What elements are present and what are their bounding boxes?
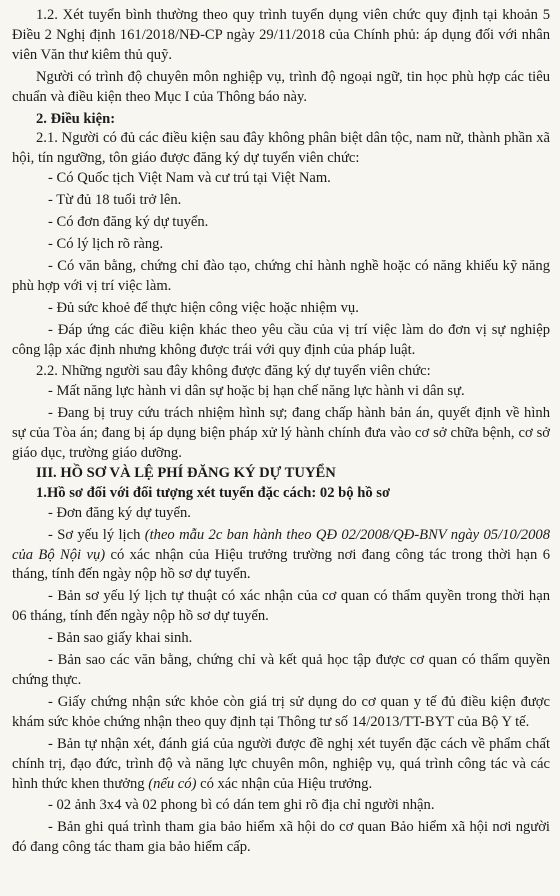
self-assessment-note: (nếu có) <box>148 775 197 792</box>
heading-conditions: 2. Điều kiện: <box>36 110 116 127</box>
cv-text-start: - Sơ yếu lý lịch <box>48 526 145 543</box>
list-item-degrees: - Có văn bằng, chứng chỉ đào tạo, chứng chỉ hành nghề hoặc có năng khiếu kỹ năng phù hợp với vị trí việc làm. <box>12 257 550 294</box>
list-item-age: - Từ đủ 18 tuổi trở lên. <box>48 192 182 209</box>
list-item-health: - Đủ sức khoẻ để thực hiện công việc hoặc nhiệm vụ. <box>48 299 359 316</box>
self-assessment-text-end: có xác nhận của Hiệu trưởng. <box>196 775 373 792</box>
list-item-birth-certificate: - Bản sao giấy khai sinh. <box>48 630 193 647</box>
list-item-certificates: - Bản sao các văn bằng, chứng chỉ và kết quả học tập được cơ quan có thẩm quyền chứng thực. <box>12 652 550 688</box>
list-item-photos: - 02 ảnh 3x4 và 02 phong bì có dán tem ghi rõ địa chỉ người nhận. <box>48 797 435 814</box>
list-item-autobiography: - Bản sơ yếu lý lịch tự thuật có xác nhận của cơ quan có thẩm quyền trong thời hạn 06 tháng, tính đến ngày nộp hồ sơ dự tuyển. <box>12 588 550 625</box>
list-item-civil-capacity: - Mất năng lực hành vi dân sự hoặc bị hạn chế năng lực hành vi dân sự. <box>48 383 465 400</box>
list-item-criminal: - Đang bị truy cứu trách nhiệm hình sự; đang chấp hành bản án, quyết định về hình sự của Tòa án; đang bị áp dụng biện pháp xử lý hành chính đưa vào cơ sở chữa bệnh, cơ sở giáo dục, trường giáo dưỡng. <box>12 405 550 462</box>
list-item-insurance-record: - Bản ghi quá trình tham gia bảo hiểm xã hội do cơ quan Bảo hiểm xã hội nơi người đó đang công tác tham gia bảo hiểm cấp. <box>12 819 550 856</box>
list-item-self-assessment <box>12 735 550 795</box>
paragraph-2-2: 2.2. Những người sau đây không được đăng ký dự tuyển viên chức: <box>36 363 431 380</box>
heading-section-iii: III. HỒ SƠ VÀ LỆ PHÍ ĐĂNG KÝ DỰ TUYỂN <box>36 464 336 481</box>
paragraph-2-1: 2.1. Người có đủ các điều kiện sau đây không phân biệt dân tộc, nam nữ, thành phần xã hội, tín ngưỡng, tôn giáo được đăng ký dự tuyển viên chức: <box>12 130 550 167</box>
list-item-cv <box>12 526 550 586</box>
self-assessment-text-start: - Bản tự nhận xét, đánh giá của người được đề nghị xét tuyển đặc cách về phẩm chất chính trị, đạo đức, trình độ và năng lực chuyên môn, nghiệp vụ, quá trình công tác và các hình thức khen thưởng <box>12 735 550 792</box>
cv-text-end: có xác nhận của Hiệu trưởng trường nơi đang công tác trong thời hạn 6 tháng, tính đến ngày nộp hồ sơ dự tuyển. <box>12 546 550 583</box>
cv-form-reference: (theo mẫu 2c ban hành theo QĐ 02/2008/QĐ-BNV ngày 05/10/2008 của Bộ Nội vụ) <box>12 526 550 563</box>
list-item-other-conditions: - Đáp ứng các điều kiện khác theo yêu cầu của vị trí việc làm do đơn vị sự nghiệp công lập xác định nhưng không được trái với quy định của pháp luật. <box>12 321 550 358</box>
list-item-application: - Có đơn đăng ký dự tuyển. <box>48 214 209 231</box>
heading-dossier-special: 1.Hồ sơ đối với đối tượng xét tuyển đặc cách: 02 bộ hồ sơ <box>36 484 391 501</box>
list-item-application-form: - Đơn đăng ký dự tuyển. <box>48 504 191 521</box>
list-item-health-certificate: - Giấy chứng nhận sức khỏe còn giá trị sử dụng do cơ quan y tế đủ điều kiện được khám sức khỏe chứng nhận theo quy định tại Thông tư số 14/2013/TT-BYT của Bộ Y tế. <box>12 693 550 730</box>
list-item-background: - Có lý lịch rõ ràng. <box>48 235 164 252</box>
paragraph-qualification: Người có trình độ chuyên môn nghiệp vụ, trình độ ngoại ngữ, tin học phù hợp các tiêu chuẩn và điều kiện theo Mục I của Thông báo này. <box>12 68 550 105</box>
list-item-nationality: - Có Quốc tịch Việt Nam và cư trú tại Việt Nam. <box>48 170 331 187</box>
paragraph-1-2: 1.2. Xét tuyển bình thường theo quy trình tuyển dụng viên chức quy định tại khoản 5 Điều 2 Nghị định 161/2018/NĐ-CP ngày 29/11/2018 của Chính phủ: áp dụng đối với nhân viên Văn thư kiêm thủ quỹ. <box>12 7 550 63</box>
